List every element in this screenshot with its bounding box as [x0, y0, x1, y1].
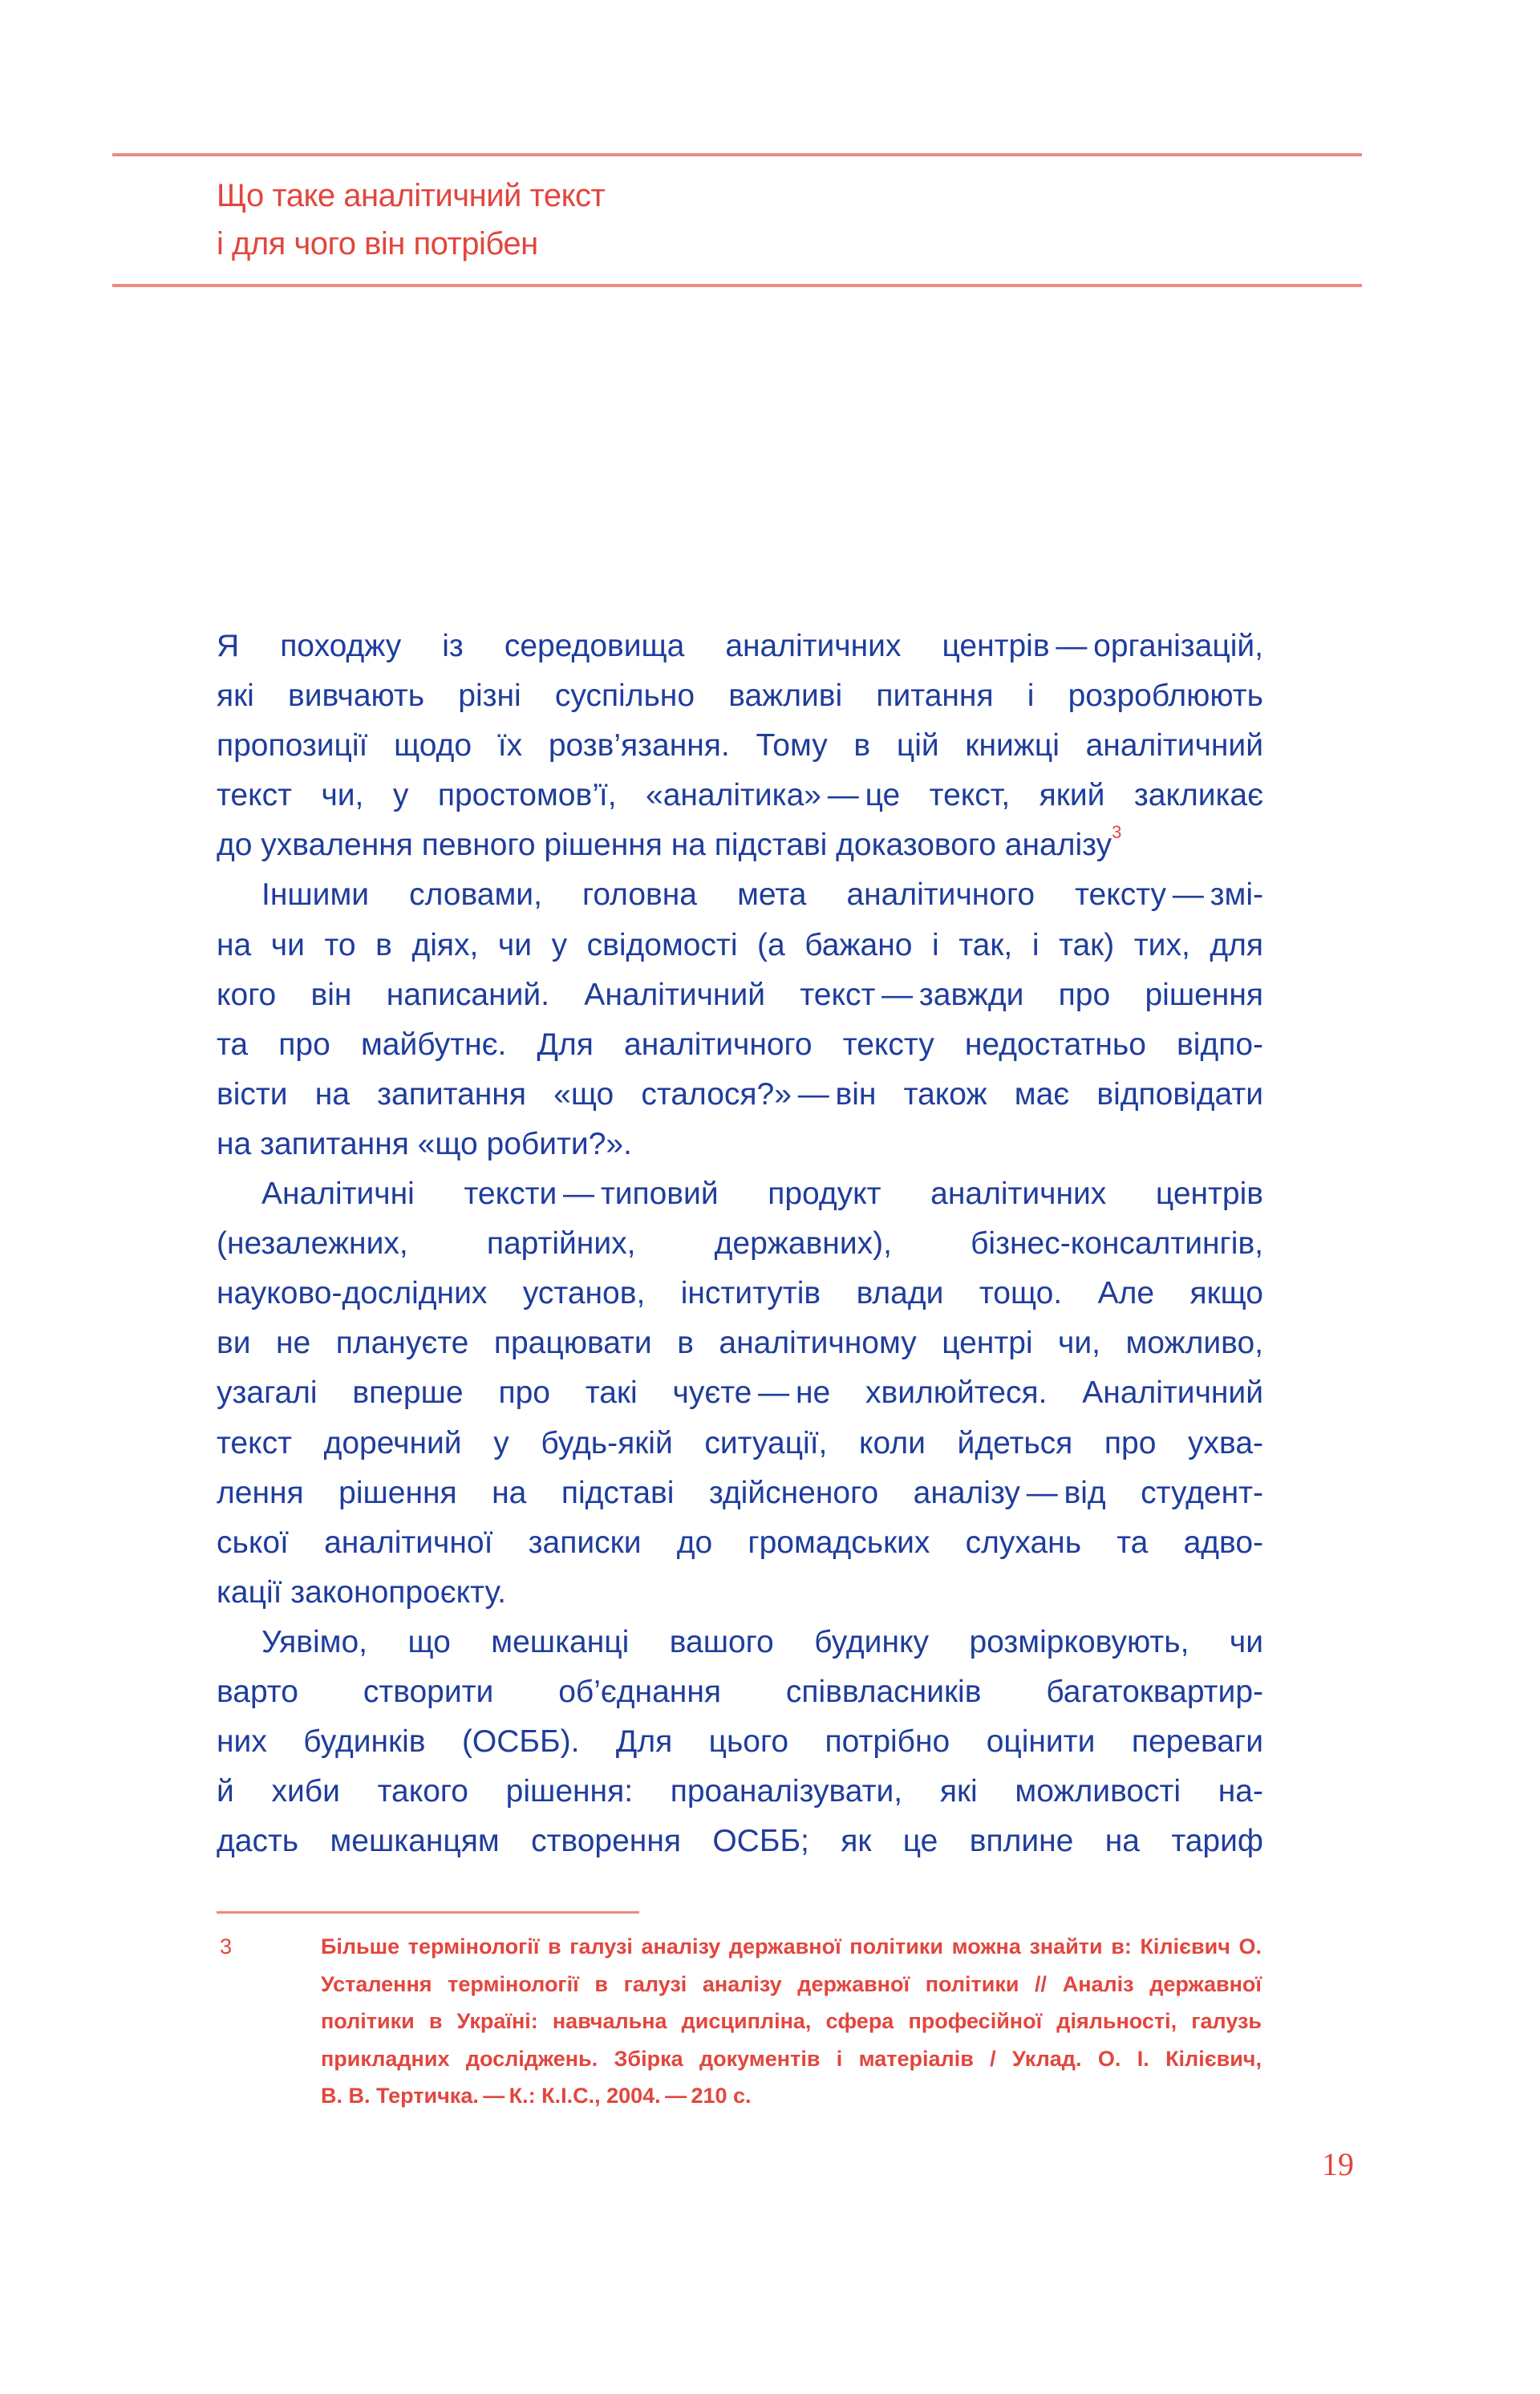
body-line-text: текст чи, у простомов’ї, «аналітика» — це текст, який закликає [217, 778, 1263, 813]
body-line [217, 622, 1263, 671]
body-line-text: Уявімо, що мешканці вашого будинку розмірковують, чи [261, 1624, 1263, 1659]
body-line-text: до ухвалення певного рішення на підставі доказового аналізу [217, 828, 1112, 863]
body-line [217, 1120, 1263, 1169]
body-line-text: ської аналітичної записки до громадських слухань та адво- [217, 1525, 1263, 1560]
footnote-line: В. В. Тертичка. — К.: К.І.С., 2004. — 210 с. [321, 2084, 752, 2108]
chapter-title-line: і для чого він потрібен [217, 226, 538, 261]
body-line-text: Аналітичні тексти — типовий продукт аналітичних центрів [261, 1177, 1263, 1212]
body-line [217, 1219, 1263, 1269]
body-line [217, 1020, 1263, 1070]
body-line-text: (незалежних, партійних, державних), бізнес-консалтингів, [217, 1226, 1263, 1262]
footnote-line: Більше термінології в галузі аналізу державної політики можна знайти в: Кілієвич О. [321, 1934, 1262, 1959]
body-line-text: лення рішення на підставі здійсненого аналізу — від студент- [217, 1475, 1263, 1510]
body-line [217, 1269, 1263, 1319]
chapter-title [217, 172, 605, 268]
body-line [217, 870, 1263, 920]
body-line-text: дасть мешканцям створення ОСББ; як це вплине на тариф [217, 1824, 1263, 1859]
body-line [217, 820, 1263, 870]
body-line [217, 1169, 1263, 1219]
body-line-text: кації законопроєкту. [217, 1574, 506, 1610]
footnote-rule [217, 1911, 639, 1914]
header-bottom-rule [112, 284, 1362, 287]
body-line-text: науково-дослідних установ, інститутів влади тощо. Але якщо [217, 1276, 1263, 1311]
footnote-line: політики в Україні: навчальна дисципліна, сфера професійної діяльності, галузь [321, 2009, 1262, 2033]
body-line-text: Я походжу із середовища аналітичних центрів — організацій, [217, 629, 1263, 663]
footnote-reference[interactable]: 3 [1112, 822, 1122, 843]
footnote-line: прикладних досліджень. Збірка документів і матеріалів / Уклад. О. І. Кілієвич, [321, 2046, 1262, 2071]
body-line-text: на запитання «що робити?». [217, 1126, 632, 1161]
page-number: 19 [1322, 2146, 1354, 2182]
body-line [217, 1518, 1263, 1568]
body-line [217, 771, 1263, 820]
body-line [217, 1568, 1263, 1618]
body-line [217, 1319, 1263, 1368]
body-line-text: Іншими словами, головна мета аналітичного тексту — змі- [261, 877, 1263, 913]
body-line-text: вісти на запитання «що сталося?» — він також має відповідати [217, 1076, 1263, 1112]
body-line [217, 1717, 1263, 1767]
body-line [217, 970, 1263, 1020]
body-line-text: текст доречний у будь-якій ситуації, коли йдеться про ухва- [217, 1425, 1263, 1460]
body-line [217, 671, 1263, 721]
footnote-line: Усталення термінології в галузі аналізу державної політики // Аналіз державної [321, 1971, 1262, 1996]
body-line [217, 1817, 1263, 1866]
body-line-text: на чи то в діях, чи у свідомості (а бажано і так, і так) тих, для [217, 927, 1263, 962]
footnote-number: 3 [220, 1934, 233, 1959]
header-top-rule [112, 153, 1362, 156]
body-line [217, 1667, 1263, 1717]
body-line-text: узагалі вперше про такі чуєте — не хвилюйтеся. Аналітичний [217, 1375, 1263, 1411]
body-line-text: які вивчають різні суспільно важливі питання і розроблюють [217, 679, 1263, 714]
body-line [217, 721, 1263, 771]
chapter-title-line: Що таке аналітичний текст [217, 178, 606, 213]
body-line [217, 1368, 1263, 1418]
body-line-text: кого він написаний. Аналітичний текст — завжди про рішення [217, 977, 1263, 1012]
footnote-text [321, 1928, 1262, 2115]
body-line [217, 1618, 1263, 1667]
body-line-text: ви не плануєте працювати в аналітичному центрі чи, можливо, [217, 1326, 1263, 1361]
body-line-text: пропозиції щодо їх розв’язання. Тому в цій книжці аналітичний [217, 728, 1263, 764]
body-line [217, 921, 1263, 970]
body-line [217, 1767, 1263, 1817]
body-line-text: та про майбутнє. Для аналітичного тексту недостатньо відпо- [217, 1027, 1263, 1062]
body-line-text: них будинків (ОСББ). Для цього потрібно оцінити переваги [217, 1724, 1263, 1760]
body-line-text: й хиби такого рішення: проаналізувати, які можливості на- [217, 1774, 1263, 1809]
body-line [217, 1419, 1263, 1468]
body-line [217, 1468, 1263, 1518]
body-line-text: варто створити об’єднання співвласників багатоквартир- [217, 1674, 1263, 1709]
body-line [217, 1070, 1263, 1120]
body-text [217, 622, 1263, 1866]
